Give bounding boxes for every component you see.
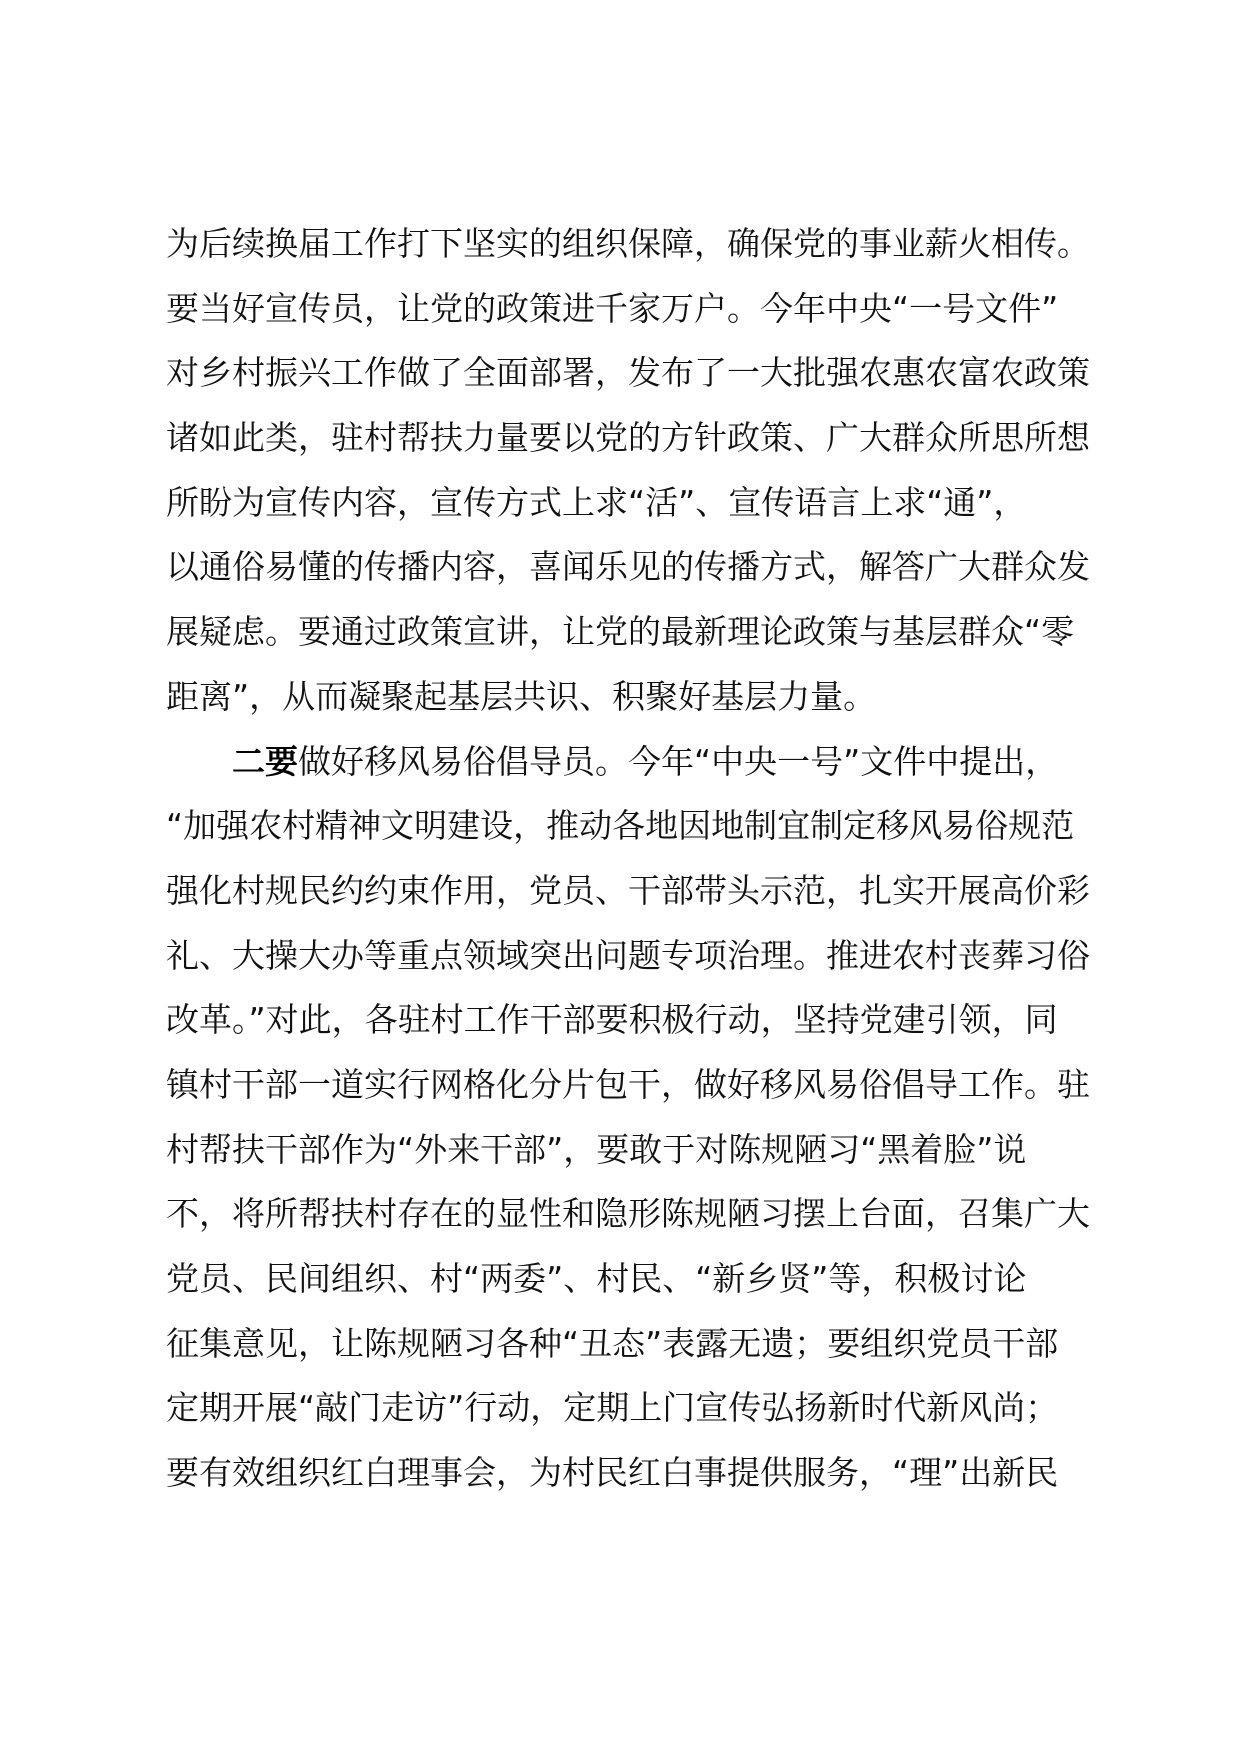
text-line: 为后续换届工作打下坚实的组织保障，确保党的事业薪火相传。 [166, 224, 1090, 263]
paragraph-lead: 二要 [232, 741, 298, 781]
text-line: 要有效组织红白理事会，为村民红白事提供服务，“理”出新民 [166, 1453, 1059, 1493]
text-line: 所盼为宣传内容，宣传方式上求“活”、宣传语言上求“通”， [166, 482, 1027, 522]
text-line: 镇村干部一道实行网格化分片包干，做好移风易俗倡导工作。驻 [166, 1064, 1090, 1104]
text-line-rest: 做好移风易俗倡导员。今年“中央一号”文件中提出， [298, 741, 1059, 781]
text-line: “加强农村精神文明建设，推动各地因地制宜制定移风易俗规范 [166, 806, 1075, 846]
text-line: 不，将所帮扶村存在的显性和隐形陈规陋习摆上台面，召集广大 [166, 1194, 1090, 1234]
text-line: 征集意见，让陈规陋习各种“丑态”表露无遗；要组织党员干部 [166, 1323, 1059, 1363]
text-line: 改革。”对此，各驻村工作干部要积极行动，坚持党建引领，同 [166, 1000, 1058, 1040]
text-line: 定期开展“敲门走访”行动，定期上门宣传弘扬新时代新风尚； [166, 1388, 1059, 1428]
text-line: 以通俗易懂的传播内容，喜闻乐见的传播方式，解答广大群众发 [166, 547, 1090, 587]
text-line: 强化村规民约约束作用，党员、干部带头示范，扎实开展高价彩 [166, 870, 1090, 910]
text-line: 诸如此类，驻村帮扶力量要以党的方针政策、广大群众所思所想 [166, 418, 1090, 458]
text-line: 礼、大操大办等重点领域突出问题专项治理。推进农村丧葬习俗 [166, 935, 1090, 975]
text-line: 展疑虑。要通过政策宣讲，让党的最新理论政策与基层群众“零 [166, 612, 1075, 652]
body-text [166, 212, 1096, 1506]
text-line: 村帮扶干部作为“外来干部”，要敢于对陈规陋习“黑着脸”说 [166, 1129, 1027, 1169]
text-line: 党员、民间组织、村“两委”、村民、“新乡贤”等，积极讨论 [166, 1259, 1027, 1298]
text-line: 距离”，从而凝聚起基层共识、积聚好基层力量。 [166, 676, 877, 716]
text-line: 对乡村振兴工作做了全面部署，发布了一大批强农惠农富农政策 [166, 353, 1090, 393]
paragraph-start-line [166, 730, 1096, 795]
text-line: 要当好宣传员，让党的政策进千家万户。今年中央“一号文件” [166, 288, 1059, 328]
